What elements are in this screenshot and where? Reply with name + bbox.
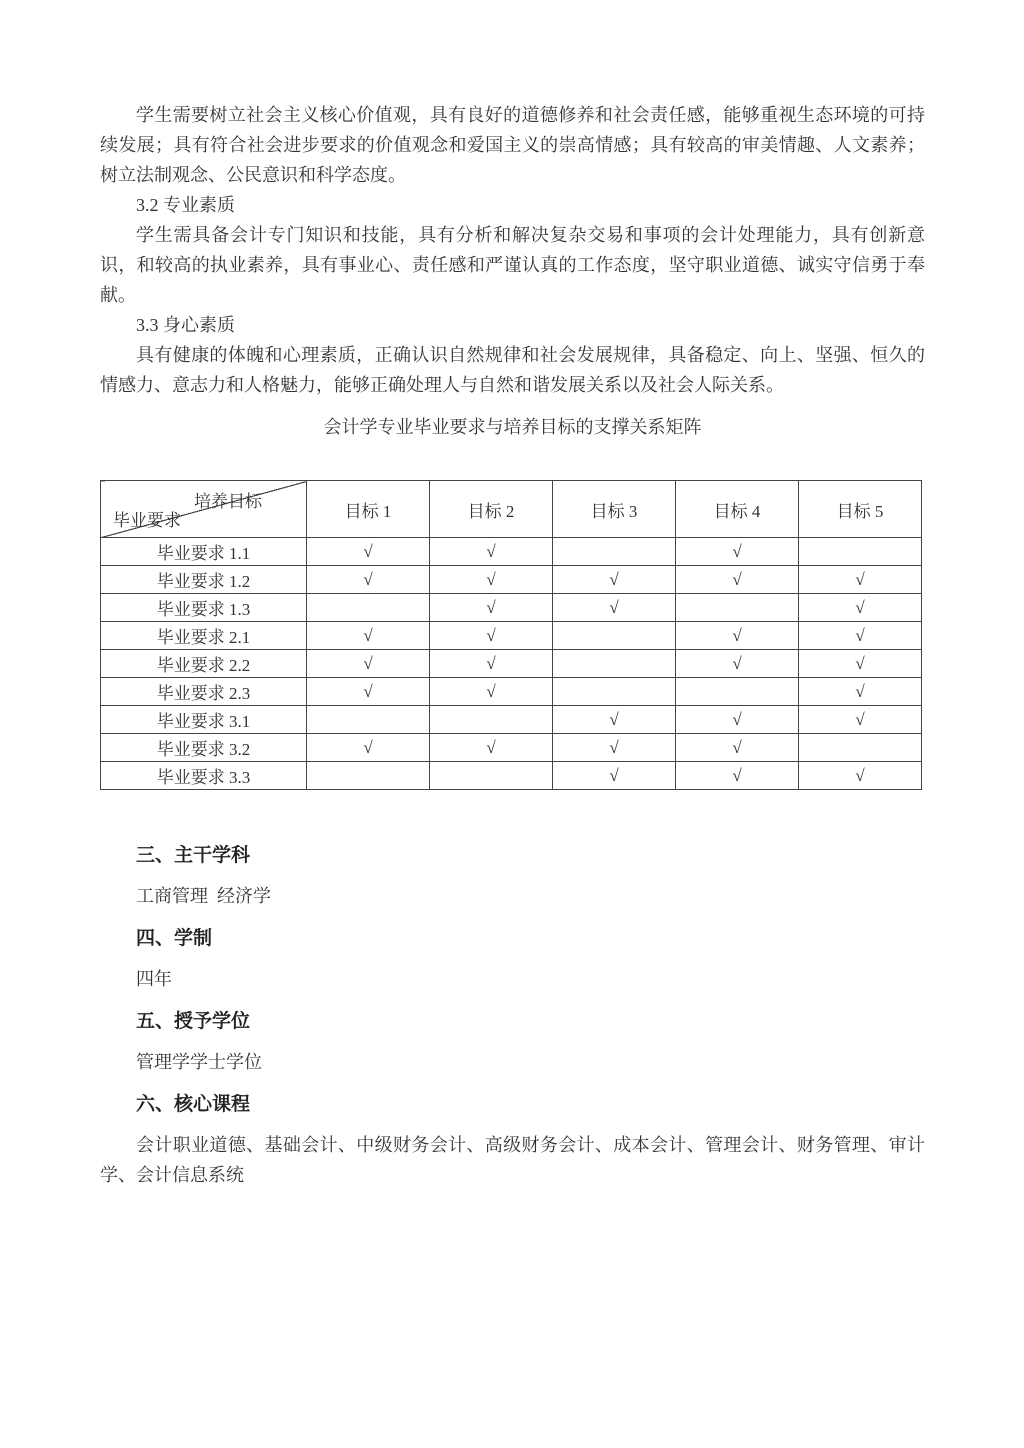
- check-cell: √: [307, 538, 430, 566]
- check-cell: [676, 678, 799, 706]
- support-matrix-table: [100, 480, 922, 790]
- section-body-core-courses: 会计职业道德、基础会计、中级财务会计、高级财务会计、成本会计、管理会计、财务管理、审计学、会计信息系统: [100, 1135, 925, 1185]
- section-heading-degree-conferred: 五、授予学位: [136, 1011, 251, 1032]
- paragraph-ideological-quality: 学生需要树立社会主义核心价值观，具有良好的道德修养和社会责任感，能够重视生态环境的可持续发展；具有符合社会进步要求的价值观念和爱国主义的崇高情感；具有较高的审美情趣、人文素养；树立法制观念、公民意识和科学态度。: [100, 105, 925, 185]
- check-cell: √: [799, 622, 922, 650]
- check-cell: √: [676, 762, 799, 790]
- check-cell: [553, 650, 676, 678]
- row-label: 毕业要求 2.3: [101, 678, 307, 706]
- check-cell: √: [799, 650, 922, 678]
- check-cell: √: [553, 706, 676, 734]
- table-row-req-2-3: [101, 678, 922, 706]
- check-cell: √: [307, 566, 430, 594]
- check-cell: √: [307, 734, 430, 762]
- check-cell: √: [430, 538, 553, 566]
- column-header-goal-4: 目标 4: [676, 481, 799, 538]
- row-label: 毕业要求 1.2: [101, 566, 307, 594]
- support-matrix-title: 会计学专业毕业要求与培养目标的支撑关系矩阵: [323, 417, 702, 437]
- check-cell: √: [430, 678, 553, 706]
- check-cell: √: [430, 734, 553, 762]
- table-row-req-1-1: [101, 538, 922, 566]
- table-row-req-1-2: [101, 566, 922, 594]
- row-label: 毕业要求 3.1: [101, 706, 307, 734]
- column-header-goal-3: 目标 3: [553, 481, 676, 538]
- table-row-req-3-3: [101, 762, 922, 790]
- check-cell: √: [799, 594, 922, 622]
- check-cell: √: [553, 566, 676, 594]
- row-label: 毕业要求 3.3: [101, 762, 307, 790]
- column-header-goal-5: 目标 5: [799, 481, 922, 538]
- paragraph-professional-quality: 学生需具备会计专门知识和技能，具有分析和解决复杂交易和事项的会计处理能力，具有创新意识，和较高的执业素养，具有事业心、责任感和严谨认真的工作态度，坚守职业道德、诚实守信勇于奉献。: [100, 225, 925, 305]
- check-cell: [430, 762, 553, 790]
- section-heading-program-length: 四、学制: [136, 928, 213, 949]
- check-cell: √: [307, 622, 430, 650]
- section-heading-main-disciplines: 三、主干学科: [136, 845, 251, 866]
- table-row-req-1-3: [101, 594, 922, 622]
- section-heading-core-courses: 六、核心课程: [136, 1094, 251, 1115]
- check-cell: √: [430, 622, 553, 650]
- diagonal-header-cell: [101, 481, 307, 538]
- section-body-main-disciplines: 工商管理 经济学: [136, 886, 271, 906]
- check-cell: √: [430, 650, 553, 678]
- check-cell: √: [676, 706, 799, 734]
- row-label: 毕业要求 2.2: [101, 650, 307, 678]
- check-cell: √: [430, 594, 553, 622]
- paragraph-physical-mental-quality: 具有健康的体魄和心理素质，正确认识自然规律和社会发展规律，具备稳定、向上、坚强、恒久的情感力、意志力和人格魅力，能够正确处理人与自然和谐发展关系以及社会人际关系。: [100, 345, 925, 395]
- document-content: [100, 100, 925, 1190]
- row-label: 毕业要求 1.1: [101, 538, 307, 566]
- check-cell: √: [430, 566, 553, 594]
- check-cell: [799, 538, 922, 566]
- check-cell: √: [799, 762, 922, 790]
- check-cell: [799, 734, 922, 762]
- check-cell: √: [676, 566, 799, 594]
- corner-label-training-objectives: 培养目标: [194, 492, 262, 511]
- section-body-degree-conferred: 管理学学士学位: [136, 1052, 262, 1072]
- check-cell: √: [799, 678, 922, 706]
- check-cell: [553, 678, 676, 706]
- subheading-physical-mental-quality: 3.3 身心素质: [136, 315, 235, 335]
- check-cell: √: [553, 734, 676, 762]
- check-cell: √: [307, 650, 430, 678]
- column-header-goal-1: 目标 1: [307, 481, 430, 538]
- check-cell: [307, 594, 430, 622]
- check-cell: [430, 706, 553, 734]
- check-cell: [553, 622, 676, 650]
- check-cell: √: [799, 706, 922, 734]
- column-header-goal-2: 目标 2: [430, 481, 553, 538]
- check-cell: √: [553, 594, 676, 622]
- table-row-req-3-2: [101, 734, 922, 762]
- row-label: 毕业要求 2.1: [101, 622, 307, 650]
- row-label: 毕业要求 3.2: [101, 734, 307, 762]
- row-label: 毕业要求 1.3: [101, 594, 307, 622]
- check-cell: [553, 538, 676, 566]
- corner-label-graduation-requirements: 毕业要求: [113, 511, 181, 530]
- check-cell: [307, 706, 430, 734]
- table-row-req-3-1: [101, 706, 922, 734]
- check-cell: √: [676, 622, 799, 650]
- check-cell: √: [553, 762, 676, 790]
- subheading-professional-quality: 3.2 专业素质: [136, 195, 235, 215]
- check-cell: √: [799, 566, 922, 594]
- check-cell: √: [676, 734, 799, 762]
- check-cell: [307, 762, 430, 790]
- check-cell: √: [676, 538, 799, 566]
- table-row-req-2-2: [101, 650, 922, 678]
- check-cell: √: [676, 650, 799, 678]
- matrix-header-row: [101, 481, 922, 538]
- check-cell: √: [307, 678, 430, 706]
- check-cell: [676, 594, 799, 622]
- table-row-req-2-1: [101, 622, 922, 650]
- section-body-program-length: 四年: [136, 969, 172, 989]
